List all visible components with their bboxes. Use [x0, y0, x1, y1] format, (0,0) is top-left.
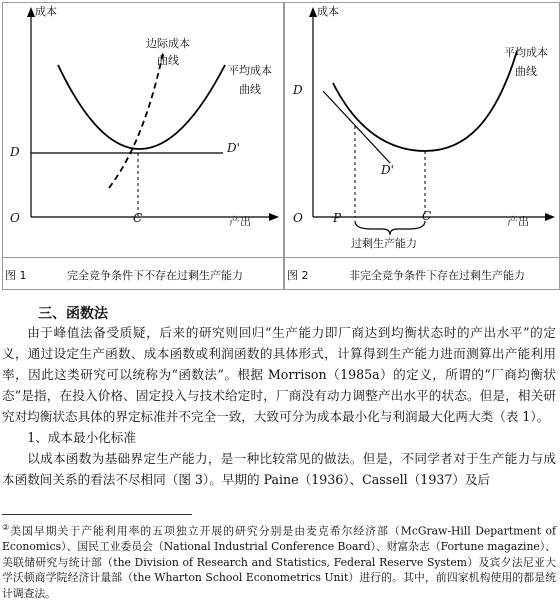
excess-capacity-brace	[355, 221, 425, 235]
footnote-text: 美国早期关于产能利用率的五项独立开展的研究分别是由麦克希尔经济部（McGraw-Hill Department of Economics）、国民工业委员会（National Industrial Conference Board）、财富杂志（Fortune magazine）、美联储研究与统计部（the Division of Research and Statistics, Federal Reserve System）及宾夕法尼亚大学沃顿商学院经济计量部（the Wharton School Econometrics Unit）进行的。其中，前四家机构使用的都是统计调查法。	[2, 524, 557, 600]
d-prime-label: D'	[227, 141, 240, 155]
caption-number: 图 2	[287, 269, 309, 282]
c-label: C	[422, 209, 432, 223]
origin-label: O	[293, 211, 303, 225]
c-label: C	[133, 211, 143, 225]
caption-text: 非完全竞争条件下存在过剩生产能力	[349, 269, 525, 282]
excess-capacity-label: 过剩生产能力	[351, 237, 417, 250]
average-cost-curve	[58, 65, 225, 149]
figure-2	[284, 2, 560, 290]
average-cost-curve	[333, 51, 517, 151]
avg-cost-label: 平均成本 曲线	[504, 46, 548, 78]
y-axis-arrow	[27, 7, 35, 17]
footnote	[2, 520, 556, 601]
footnote-mark: ②	[2, 523, 11, 532]
figure-2-caption	[287, 267, 557, 283]
d-label: D	[293, 83, 303, 97]
origin-label: O	[10, 211, 20, 225]
demand-line-d	[323, 91, 390, 163]
y-axis-label: 成本	[35, 5, 57, 18]
figure-1-caption	[5, 267, 281, 283]
x-axis-arrow	[545, 213, 555, 221]
caption-text: 完全竞争条件下不存在过剩生产能力	[67, 269, 243, 282]
d-label: D	[10, 145, 20, 159]
caption-divider	[3, 257, 283, 258]
figure-1	[2, 2, 284, 290]
d-prime-label: D'	[381, 163, 394, 177]
subheading: 1、成本最小化标准	[27, 430, 136, 445]
x-axis-label: 产出	[229, 215, 251, 228]
body-text	[2, 322, 556, 490]
section-heading: 三、函数法	[38, 306, 108, 322]
paragraph-1: 由于峰值法备受质疑，后来的研究则回归“生产能力即厂商达到均衡状态时的产出水平”的定义，通过设定生产函数、成本函数或利润函数的具体形式，计算得到生产能力进而测算出产能利用率，因此这类研究可以统称为“函数法”。根据 Morrison（1985a）的定义，所谓的“厂商均衡状态”是指，在投入价格、固定投入与技术给定时，厂商没有动力调整产出水平的状态。但是，相关研究对均衡状态具体的界定标准并不完全一致，大致可分为成本最小化与利润最大化两大类（表 1）。	[2, 325, 556, 424]
x-axis-arrow	[269, 213, 279, 221]
footnote-rule	[2, 514, 192, 515]
avg-cost-label: 平均成本 曲线	[228, 64, 272, 96]
caption-divider	[285, 257, 559, 258]
caption-number: 图 1	[5, 269, 27, 282]
marginal-cost-label: 边际成本 曲线	[146, 37, 190, 67]
y-axis-label: 成本	[317, 5, 339, 18]
paragraph-2: 以成本函数为基础界定生产能力，是一种比较常见的做法。但是，不同学者对于生产能力与成本函数间关系的看法不尽相同（图 3）。早期的 Paine（1936）、Cassell（1937）及后	[2, 451, 556, 487]
y-axis-arrow	[309, 7, 317, 17]
x-axis-label: 产出	[507, 215, 529, 228]
p-label: P	[333, 211, 342, 225]
marginal-cost-curve	[109, 53, 163, 188]
